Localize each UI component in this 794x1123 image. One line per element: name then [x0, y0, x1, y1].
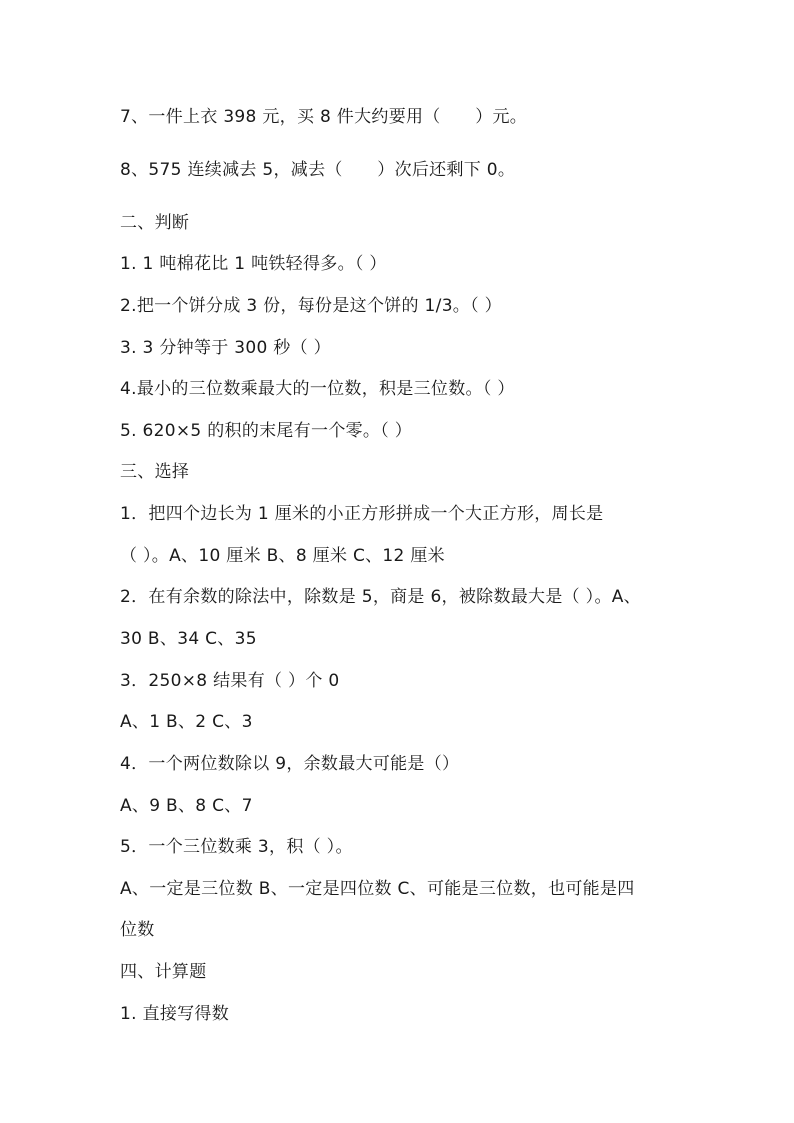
judge-question-5: 5. 620×5 的积的末尾有一个零。（ ）	[120, 421, 413, 441]
choice-question-5-options: A、一定是三位数 B、一定是四位数 C、可能是三位数，也可能是四	[120, 879, 635, 899]
question-8-fill-blank: 8、575 连续减去 5，减去（ ）次后还剩下 0。	[120, 160, 516, 180]
choice-question-4-options: A、9 B、8 C、7	[120, 796, 253, 816]
choice-question-2-options: 30 B、34 C、35	[120, 629, 257, 649]
calculation-subheading-1: 1. 直接写得数	[120, 1004, 230, 1024]
choice-question-1-text: 1．把四个边长为 1 厘米的小正方形拼成一个大正方形，周长是	[120, 504, 604, 524]
choice-question-1-options: （ ）。A、10 厘米 B、8 厘米 C、12 厘米	[120, 546, 445, 566]
judge-question-1: 1. 1 吨棉花比 1 吨铁轻得多。（ ）	[120, 254, 387, 274]
choice-question-3-options: A、1 B、2 C、3	[120, 712, 253, 732]
judge-question-3: 3. 3 分钟等于 300 秒（ ）	[120, 338, 331, 358]
section-heading-judge: 二、判断	[120, 213, 190, 233]
choice-question-5-text: 5．一个三位数乘 3，积（ ）。	[120, 837, 353, 857]
question-7-fill-blank: 7、一件上衣 398 元，买 8 件大约要用（ ）元。	[120, 107, 528, 127]
choice-question-5-options-continued: 位数	[120, 920, 155, 940]
judge-question-2: 2.把一个饼分成 3 份，每份是这个饼的 1/3。（ ）	[120, 296, 502, 316]
judge-question-4: 4.最小的三位数乘最大的一位数，积是三位数。（ ）	[120, 379, 515, 399]
section-heading-choice: 三、选择	[120, 462, 190, 482]
choice-question-3-text: 3．250×8 结果有（ ）个 0	[120, 671, 340, 691]
choice-question-4-text: 4．一个两位数除以 9，余数最大可能是（）	[120, 754, 460, 774]
choice-question-2-text: 2．在有余数的除法中，除数是 5，商是 6，被除数最大是（ ）。A、	[120, 587, 641, 607]
section-heading-calculation: 四、计算题	[120, 962, 207, 982]
